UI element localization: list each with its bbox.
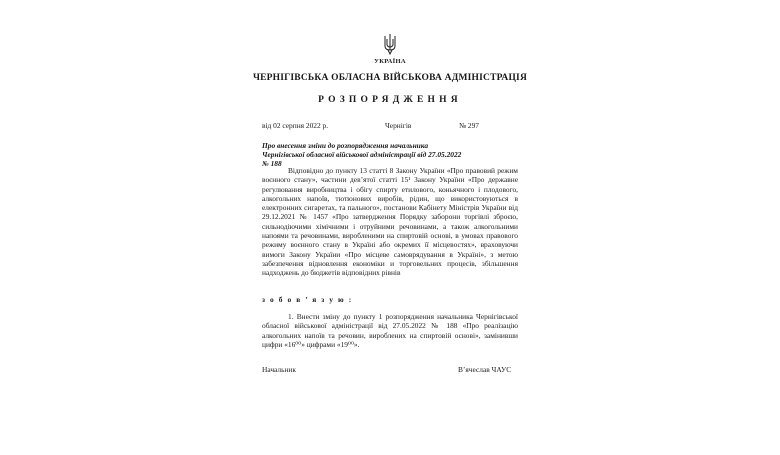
order-paragraph: 1. Внести зміну до пункту 1 розпорядження начальника Чернігівської обласної військової адміністрації від 27.05.2022 № 188 «Про реалізацію алкогольних напоїв та речовин, вироблених на спиртовій основі», замінивши цифри «16⁰⁰» цифрами «19⁰⁰». [262,312,518,349]
basis-paragraph: Відповідно до пункту 13 статті 8 Закону України «Про правовий режим воєнного стану», частини дев’ятої статті 15¹ Закону України «Про державне регулювання виробництва і обігу спирту етилового, коньячного і плодового, алкогольних напоїв, тютюнових виробів, рідин, що використовуються в електронних сигаретах, та пального», постанови Кабінету Міністрів України від 29.12.2021 № 1457 «Про затвердження Порядку заборони торгівлі зброєю, сильнодіючими хімічними і отруйними речовинами, а також алкогольними напоями та речовинами, виробленими на спиртовій основі, в умовах правового режиму воєнного стану в Україні або окремих її місцевостях», враховуючи вимоги Закону України «Про місцеве самоврядування в Україні», з метою забезпечення відновлення економіки и торговельних процесів, збільшення надходжень до бюджетів відповідних рівнів [262,166,518,278]
organization-title: ЧЕРНІГІВСЬКА ОБЛАСНА ВІЙСЬКОВА АДМІНІСТРАЦІЯ [252,73,528,83]
document-date: від 02 серпня 2022 р. [262,121,329,130]
document-type: РОЗПОРЯДЖЕННЯ [318,95,462,105]
trident-icon [383,33,397,55]
document-number: № 297 [459,121,479,130]
document-city: Чернігів [385,121,412,130]
signatory-name: В’ячеслав ЧАУС [458,365,512,374]
signatory-position: Начальник [262,365,296,374]
document-subject: Про внесення зміни до розпорядження начальника Чернігівської обласної військової адміністрації від 27.05.2022 № 188 [262,141,462,169]
obliguiu-heading: з о б о в ’ я з у ю : [262,295,353,304]
country-title: УКРАЇНА [374,58,406,65]
